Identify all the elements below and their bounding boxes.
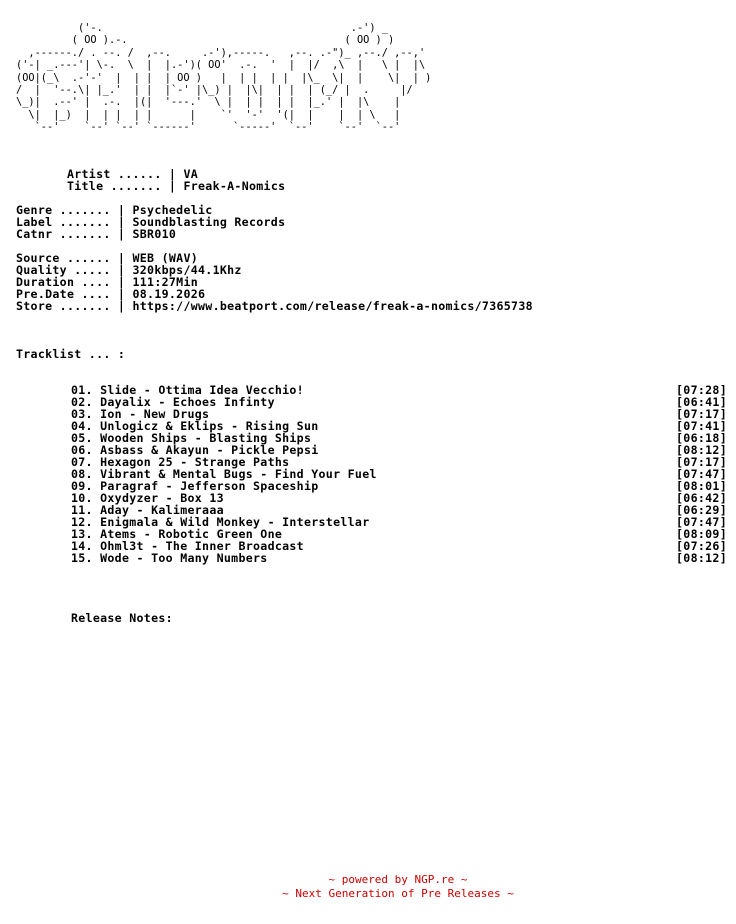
track-number: 09.	[71, 479, 93, 493]
separator: |	[117, 263, 126, 277]
genre-label: Genre .......	[16, 203, 111, 217]
track-time: [08:09]	[676, 527, 727, 541]
track-time: [07:47]	[676, 467, 727, 481]
release-info-block	[16, 204, 285, 240]
track-time: [08:12]	[676, 443, 727, 457]
store-label: Store .......	[16, 299, 111, 313]
footer-powered-by[interactable]: ~ powered by NGP.re ~	[328, 873, 468, 886]
separator: |	[168, 167, 177, 181]
track-number: 08.	[71, 467, 93, 481]
track-number: 11.	[71, 503, 93, 517]
track-name: Paragraf - Jefferson Spaceship	[100, 479, 319, 493]
track-number: 14.	[71, 539, 93, 553]
pre-date-label: Pre.Date ....	[16, 287, 111, 301]
separator: |	[117, 287, 126, 301]
quality-value: 320kbps/44.1Khz	[132, 263, 242, 277]
track-name: Atems - Robotic Green One	[100, 527, 283, 541]
track-name: Asbass & Akayun - Pickle Pepsi	[100, 443, 319, 457]
track-name: Slide - Ottima Idea Vecchio!	[100, 383, 304, 397]
track-time: [07:17]	[676, 407, 727, 421]
track-time: [07:28]	[676, 383, 727, 397]
track-number: 04.	[71, 419, 93, 433]
track-number: 10.	[71, 491, 93, 505]
track-name: Aday - Kalimeraaa	[100, 503, 224, 517]
store-row	[16, 300, 533, 312]
separator: |	[117, 215, 126, 229]
track-row	[71, 552, 727, 564]
quality-label: Quality .....	[16, 263, 111, 277]
store-link[interactable]: https://www.beatport.com/release/freak-a-nomics/7365738	[132, 299, 533, 313]
source-label: Source ......	[16, 251, 111, 265]
track-time: [07:26]	[676, 539, 727, 553]
track-time: [08:12]	[676, 551, 727, 565]
source-info-block	[16, 252, 533, 312]
title-label: Title .......	[66, 179, 162, 193]
track-name: Oxydyzer - Box 13	[100, 491, 224, 505]
track-name: Dayalix - Echoes Infinty	[100, 395, 275, 409]
catnr-row	[16, 228, 285, 240]
title-value: Freak-A-Nomics	[183, 179, 286, 193]
catnr-label: Catnr .......	[16, 227, 111, 241]
artist-value: VA	[183, 167, 199, 181]
ascii-logo: ('-. .-') _ ( OO ).-. ( OO ) ) ,------./ . --. / ,--. .-'),-----. ,--. .-")_ ,--./ ,--,' ('-| _.---'| \-. \ | |.-')( OO' .-. ' | |/ ,\ | \ | |\ (OO|(_\ .-'-' | | | | OO ) | | | | | |\_ \| | \| | ) / | '--.\| |_.' | | |`-' |\_) | |\| | | | (_/ | . |/ \_)| .--' | .-. |(| '---.' \ | | | | | |_.' | |\ | \| |_) | | | | | | `' '-' '(| | | | \ | `--' `--' `--' `------' `-----' `--' `--' `--'	[16, 22, 432, 134]
track-number: 05.	[71, 431, 93, 445]
duration-label: Duration ....	[16, 275, 111, 289]
separator: |	[117, 251, 126, 265]
genre-value: Psychedelic	[132, 203, 213, 217]
track-name: Vibrant & Mental Bugs - Find Your Fuel	[100, 467, 377, 481]
label-value: Soundblasting Records	[132, 215, 286, 229]
track-time: [06:41]	[676, 395, 727, 409]
track-number: 03.	[71, 407, 93, 421]
track-name: Hexagon 25 - Strange Paths	[100, 455, 290, 469]
pre-date-value: 08.19.2026	[132, 287, 206, 301]
track-name: Unlogicz & Eklips - Rising Sun	[100, 419, 319, 433]
track-time: [07:47]	[676, 515, 727, 529]
tracklist-heading: Tracklist ... :	[16, 347, 126, 361]
track-number: 12.	[71, 515, 93, 529]
track-time: [07:41]	[676, 419, 727, 433]
track-time: [06:29]	[676, 503, 727, 517]
track-time: [07:17]	[676, 455, 727, 469]
tracklist	[71, 384, 727, 564]
artist-label: Artist ......	[66, 167, 162, 181]
track-time: [06:18]	[676, 431, 727, 445]
footer	[0, 873, 736, 901]
release-notes-heading: Release Notes:	[71, 611, 173, 625]
separator: |	[117, 299, 126, 313]
track-name: Wooden Ships - Blasting Ships	[100, 431, 312, 445]
track-name: Ohml3t - The Inner Broadcast	[100, 539, 304, 553]
artist-title-block	[16, 168, 285, 192]
track-number: 15.	[71, 551, 93, 565]
track-number: 01.	[71, 383, 93, 397]
footer-tagline: ~ Next Generation of Pre Releases ~	[282, 887, 514, 900]
label-label: Label .......	[16, 215, 111, 229]
catnr-value: SBR010	[132, 227, 177, 241]
title-row	[16, 180, 285, 192]
track-time: [06:42]	[676, 491, 727, 505]
separator: |	[117, 203, 126, 217]
track-name: Wode - Too Many Numbers	[100, 551, 268, 565]
track-number: 06.	[71, 443, 93, 457]
track-name: Ion - New Drugs	[100, 407, 210, 421]
duration-value: 111:27Min	[132, 275, 199, 289]
track-name: Enigmala & Wild Monkey - Interstellar	[100, 515, 370, 529]
separator: |	[117, 275, 126, 289]
source-value: WEB (WAV)	[132, 251, 199, 265]
separator: |	[117, 227, 126, 241]
track-time: [08:01]	[676, 479, 727, 493]
separator: |	[168, 179, 177, 193]
track-number: 13.	[71, 527, 93, 541]
track-number: 07.	[71, 455, 93, 469]
track-number: 02.	[71, 395, 93, 409]
